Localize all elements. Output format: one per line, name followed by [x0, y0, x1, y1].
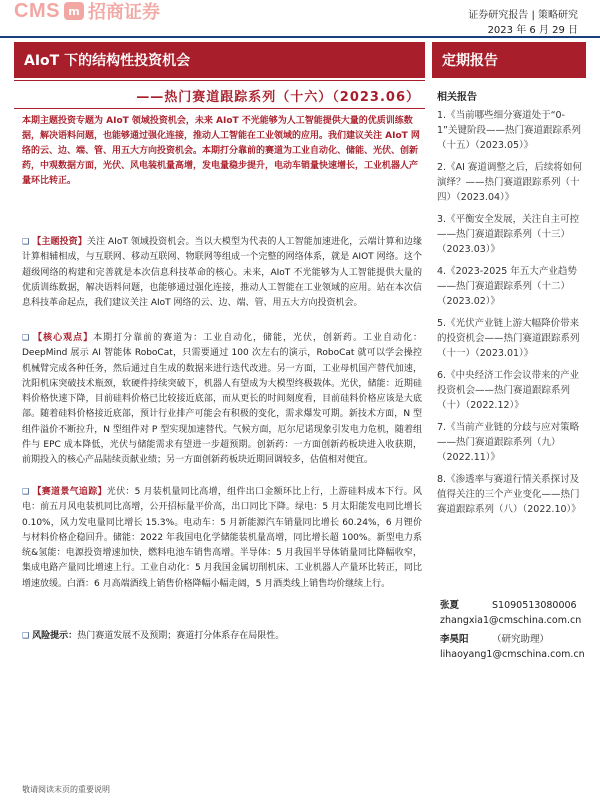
header-divider [0, 36, 600, 38]
title-divider [14, 80, 425, 81]
report-title: AIoT 下的结构性投资机会 [24, 53, 191, 69]
related-report-item[interactable]: 1.《当前哪些细分赛道处于“0-1”关键阶段——热门赛道跟踪系列（十五）（2023.05）》 [437, 110, 581, 151]
analyst-email[interactable]: zhangxia1@cmschina.com.cn [440, 615, 582, 626]
sidebar-header [432, 42, 586, 78]
related-reports-title: 相关报告 [437, 92, 477, 103]
analyst-name: 李昊阳 [440, 634, 469, 645]
section-text: 热门赛道发展不及预期；赛道打分体系存在局限性。 [77, 631, 285, 641]
section-track-tracking [22, 484, 422, 592]
bullet-icon: ❑ [22, 237, 30, 246]
section-text: 光伏：5 月装机量同比高增，组件出口金额环比上行，上游硅料成本下行。风电：前五月风电装机同比高增，公开招标量平价高，出口同比下降。绿电：5 月太阳能发电同比增长 0.10%，风力发电量同比增长 15.3%。电动车：5 月新能源汽车销量同比增长 60.24%，6 月锂价与材料价格企稳回升。储能：2022 年我国电化学储能装机量高增，同比增长超 100%。新型电力系统&氢能：电源投资增速加快，燃料电池车销售高增。半导体：5 月我国半导体销量同比降幅收窄，集成电路产量同比增速上行。工业自动化：5 月我国金属切削机床、工业机器人产量环比转正，同比增速放缓。白酒：6 月高端酒线上销售价格降幅小幅走阔，5 月酒类线上销售均价继续上行。 [22, 487, 422, 589]
bullet-icon: ❑ [22, 333, 30, 342]
sidebar-section-title: 定期报告 [442, 53, 498, 69]
related-report-item[interactable]: 4.《2023-2025 年五大产业趋势——热门赛道跟踪系列（十二）（2023.02）》 [437, 266, 577, 307]
footer-disclaimer: 敬请阅读末页的重要说明 [22, 785, 110, 794]
section-risk-warning [22, 628, 422, 644]
analyst-id: （研究助理） [492, 634, 550, 645]
related-report-item[interactable]: 8.《渗透率与赛道行情关系探讨及值得关注的三个产业变化——热门赛道跟踪系列（八）（2022.10）》 [437, 474, 581, 515]
related-report-item[interactable]: 6.《中央经济工作会议带来的产业投资机会——热门赛道跟踪系列（十）（2022.12）》 [437, 370, 580, 411]
bullet-icon: ❑ [22, 487, 30, 496]
report-date: 2023 年 6 月 29 日 [487, 25, 578, 36]
report-summary: 本期主题投资专题为 AIoT 领域投资机会，未来 AIoT 不光能够为人工智能提供大量的优质训练数据，解决语料问题，也能够通过强化连接，推动人工智能在工业领域的应用。我们建议关注 AIoT 网络的云、边、端、管、用五大方向投资机会。本期打分靠前的赛道为工业自动化、储能、光伏、创新药，中观数据方面，光伏、风电装机量高增，发电量稳步提升，电动车销量快速增长，工业机器人产量环比转正。 [22, 116, 420, 186]
section-tag: 【核心观点】 [32, 333, 94, 343]
analyst-email[interactable]: lihaoyang1@cmschina.com.cn [440, 649, 585, 660]
logo-cn: 招商证券 [87, 2, 160, 23]
analyst-card [440, 598, 581, 628]
section-tag: 风险提示： [32, 631, 78, 641]
subtitle-divider [14, 108, 425, 109]
bullet-icon: ❑ [22, 631, 30, 640]
related-report-item[interactable]: 2.《AI 赛道调整之后，后续将如何演绎？——热门赛道跟踪系列（十四）（2023.04）》 [437, 162, 582, 203]
related-report-item[interactable]: 5.《光伏产业链上游大幅降价带来的投资机会——热门赛道跟踪系列（十一）（2023.01）》 [437, 318, 580, 359]
analyst-card [440, 632, 585, 662]
analyst-name: 张夏 [440, 600, 460, 611]
company-logo [14, 0, 214, 22]
section-tag: 【赛道景气追踪】 [32, 487, 107, 497]
logo-mark-icon: m [64, 2, 84, 20]
related-report-item[interactable]: 3.《平衡安全发展，关注自主可控——热门赛道跟踪系列（十三）（2023.03）》 [437, 214, 580, 255]
header-meta [468, 8, 578, 38]
section-text: 关注 AIoT 领域投资机会。当以大模型为代表的人工智能加速进化，云端计算和边缘计算相辅相成，与互联网、移动互联网、物联网等组成一个完整的网络体系，就是 AIOT 网络。这个超级网络的构建和完善就是本次信息科技革命的核心。未来，AIoT 不光能够为人工智能提供大量的优质训练数据，解决语料问题，也能够通过强化连接，推动人工智能在工业领域的应用。站在本次信息科技革命起点，我们建议关注 AIoT 网络的云、边、端、管、用五大方向投资机会。 [22, 237, 422, 309]
logo-latin: CMS [14, 0, 60, 22]
section-tag: 【主题投资】 [32, 237, 87, 247]
section-core-views [22, 330, 422, 469]
section-theme-investment [22, 234, 422, 311]
report-subtitle: ——热门赛道跟踪系列（十六）（2023.06） [136, 90, 420, 105]
related-report-item[interactable]: 7.《当前产业链的分歧与应对策略——热门赛道跟踪系列（九）（2022.11）》 [437, 422, 580, 463]
report-type: 证券研究报告 | 策略研究 [468, 10, 578, 21]
related-reports-list [437, 108, 585, 524]
section-text: 本期打分靠前的赛道为：工业自动化，储能，光伏，创新药。工业自动化：DeepMind 展示 AI 智能体 RoboCat，只需要通过 100 次左右的演示，RoboCat 就可以学会操控机械臂完成各种任务，然后通过自生成的数据来进行迭代改进。另一方面，工业母机国产替代加速，沈阳机床突破技术瓶颈，软硬件持续突破下，机器人有望成为大模型终极载体。光伏，储能：近期硅料价格快速下降，目前硅料价格已比较接近底部，而从更长的时间刻度看，目前硅料价格应该是大底部。随着硅料价格接近底部，预计行业排产可能会有积极的变化，需求爆发可期。新技术方面，N 型组件溢价不断拉升，N 型组件对 P 型实现加速替代。气候方面，厄尔尼诺现象引发电力危机，随着组件与 EPC 成本降低，光伏与储能需求有望进一步超预期。创新药：一方面创新药板块进入收获期，前期投入的核心产品陆续贡献业绩；另一方面创新药板块近期回调较多，估值相对便宜。 [22, 333, 422, 466]
analyst-id: S1090513080006 [492, 600, 577, 611]
report-title-bar [14, 42, 425, 78]
